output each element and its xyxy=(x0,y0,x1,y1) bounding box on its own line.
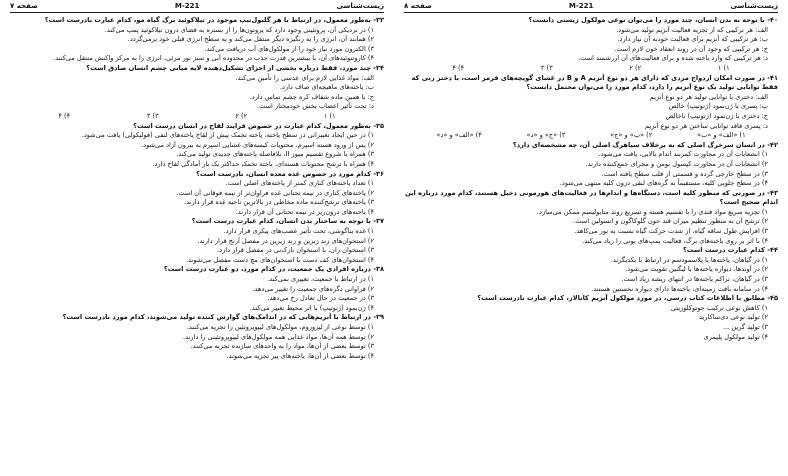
question-list xyxy=(10,16,384,361)
answer-choice: ۲) ۲ xyxy=(235,111,248,120)
question-option: ۴) ژن‌نمود (ژنوتیپ) با اثر محیط تغییر می‌کند. xyxy=(249,303,374,312)
answer-choice: ۳) «ج» و «د» xyxy=(526,131,566,140)
question-option: ۲) فراوانی دگره‌های جمعیت را تغییر می‌دهد. xyxy=(252,284,374,293)
question-stem: ۳۹- در ارتباط با آنزیم‌هایی که در اندامک‌های گوارش کننده تولید می‌شوند، کدام مورد نادرست است؟ xyxy=(62,313,384,322)
question-stem: ۴۱- در صورت امکان ازدواج مردی که دارای هر دو نوع آنزیم A و B در غشای گویچه‌های قرمز است، با دختر زنی که فقط توانایی تولید یک نوع آنزیم را دارد، کدام مورد را می‌توان محتمل دانست؟ xyxy=(411,73,778,92)
question-option: الف: مواد غذایی لازم برای عدسی را تأمین می‌کند. xyxy=(235,73,374,82)
question-option: ۳) در گیاهان، تراکم یاخته‌ها در انتهای ریشه زیاد است. xyxy=(621,275,768,284)
page-header xyxy=(404,3,778,13)
question-item xyxy=(10,170,384,218)
question-item xyxy=(10,217,384,265)
question-option: ج: هر ترکیبی که وجود آن در روند انعقاد خون لازم است. xyxy=(614,44,768,53)
answer-choice: ۴) ۴ xyxy=(58,111,71,120)
question-option: ۳) الکترون مورد نیاز خود را از مولکول‌های آب دریافت می‌کند. xyxy=(204,44,374,53)
question-item xyxy=(404,246,778,294)
question-option: ج: با همین ماده شفاف کره چشم تماس دارد. xyxy=(249,92,374,101)
question-option: د: پسری فاقد توانایی ساختن هر دو نوع آنزیم xyxy=(644,121,768,130)
question-option: ۱) انشعابات آن در مجاورت کمربند اندام بالایی، یافت می‌شود. xyxy=(598,150,768,159)
question-option: ۱) تجزیه سریع مواد قندی را با تقسیم هسته و تسریع روند متابولیسم ممکن می‌سازد. xyxy=(536,207,768,216)
question-option: ۳) استخوان ران، با استخوان نازک‌نی در مفصل قرار دارد. xyxy=(217,246,374,255)
question-option: ۱) در گیاهان، یاخته‌ها با پلاسمودسم در ارتباط با یکدیگرند. xyxy=(610,255,768,264)
question-option: ۴) کاروتنوئیدهای آن، با بیشترین قدرت جذب در محدوده آبی و سبز نور مرئی، انرژی را به مرکز واکنش منتقل می‌کنند. xyxy=(53,54,374,63)
question-option: ب: هر ترکیبی که آنزیم برای فعالیت خودبه آن نیاز دارد. xyxy=(617,35,768,44)
question-stem: ۴۵- مطابق با اطلاعات کتاب درسی، در مورد مولکول آنزیم کاتالاز، کدام عبارت نادرست است؟ xyxy=(477,294,778,303)
header-code: 221-M xyxy=(174,2,200,11)
answer-choice: ۴) ۴ xyxy=(452,63,465,72)
question-option: ۴) تولید مولکول پلیمری xyxy=(703,332,768,341)
question-option: ۲) همانند آن، انرژی را به رنگیزه دیگر منتقل می‌کند و به سطح انرژی قبلی خود برمی‌گردد. xyxy=(127,35,374,44)
question-option: ۴) استخوان‌های کف دست با استخوان‌های مچ دست مفصل می‌شوند. xyxy=(185,255,374,264)
question-option: د: هر ترکیبی که وارد یاخته شده و برای فعالیت‌های آن ارزشمند است. xyxy=(578,54,768,63)
question-option: ۳) همراه با شروع تقسیم میوز II، بلافاصله یاخته‌های جدیدی تولید می‌کند. xyxy=(176,150,374,159)
question-option: ۲) توسط همه آن‌ها، مواد غذایی همه مولکول‌های لیپوپروتئینی را دارند. xyxy=(183,332,374,341)
question-option: ۳) توسط بعضی از آن‌ها، مواد را به واحدهای سازنده تجزیه می‌کنند. xyxy=(190,342,374,351)
question-option: ۲) انشعابات آن در مجاورت کپسول بومن و مجرای جمع‌کننده دارند. xyxy=(585,159,768,168)
header-code: 221-M xyxy=(568,2,594,11)
question-option: ۱) تعداد یاخته‌های کناری کمتر از یاخته‌های اصلی است. xyxy=(225,179,374,188)
question-stem: ۴۴- کدام عبارت درست است؟ xyxy=(682,246,778,255)
question-option: ب: یاخته‌های ماهیچه‌ای صاف دارد. xyxy=(279,83,374,92)
header-subject: زیست‌شناسی xyxy=(336,2,384,11)
question-item xyxy=(10,16,384,64)
header-subject: زیست‌شناسی xyxy=(730,2,778,11)
question-option: ۱) توسط نوعی از لیزوزوم، مولکول‌های لیپوپروتئین را تجزیه می‌کنند. xyxy=(186,323,374,331)
answer-choices-row xyxy=(404,64,778,74)
question-item xyxy=(404,294,778,342)
page-right xyxy=(404,0,778,476)
question-option: ۴) یاخته‌های درون‌ریز در نیمه تحتانی آن قرار دارند. xyxy=(235,207,374,216)
question-stem: ۳۳- به‌طور معمول، در ارتباط با هر گلبول‌تیپ موجود در تیلاکوئید برگ گیاه مو، کدام عبارت نادرست است؟ xyxy=(44,16,384,24)
question-option: الف: هر ترکیبی که از تجزیه فعالیت آنزیم تولید می‌شود. xyxy=(616,25,768,34)
question-option: ۱) غده بناگوشی، تحت تأثیر عصب‌های پیکری قرار دارد. xyxy=(223,227,374,236)
question-option: ب: پسری با ژن‌نمود (ژنوتیپ) خالص xyxy=(668,102,768,111)
question-item xyxy=(404,16,778,74)
question-option: ۴) همراه با ترشح محتویات هسته‌ای، یاخته تخمک حداکثر یک بار آمادگی لقاح دارد. xyxy=(152,159,374,168)
question-item xyxy=(404,74,778,141)
answer-choices-row xyxy=(10,112,384,122)
header-page-number: صفحه ۸ xyxy=(404,2,432,11)
question-option: ۳) در سطح خارجی گرده و قسمتی از قلب سطح یافته است. xyxy=(601,169,768,178)
answer-choices-row xyxy=(404,131,778,141)
question-option: ۱) در نزدیکی آن، پروتئینی وجود دارد که پروتون‌ها را از بستره به فضای درون تیلاکوئید پمپ می‌کند. xyxy=(104,25,374,34)
page-left xyxy=(10,0,384,476)
question-item xyxy=(10,122,384,170)
question-option: الف: دختری با توانایی تولید هر دو نوع آنزیم xyxy=(649,92,768,101)
question-option: ج: دختری با ژن‌نمود (ژنوتیپ) ناخالص xyxy=(665,111,768,120)
question-option: ۱) در حین ایجاد تغییراتی در سطح یاخته، یاخته تخمک پیش از لقاح یاخته‌های لنفی (فولیکولی) یافت می‌شود. xyxy=(81,131,374,140)
answer-choice: ۴) «الف» و «د» xyxy=(436,131,482,140)
answer-choice: ۱) «الف» و «ب» xyxy=(697,131,746,140)
question-option: ۴) در سطح جلویی کلیه، مستقیماً به گره‌های لنفی درون کلیه منتهی می‌شود. xyxy=(559,179,768,188)
question-item xyxy=(10,265,384,313)
question-item xyxy=(404,189,778,247)
question-option: ۲) ترشح آن به منظور تنظیم میزان قند خون گلوکاگون و انسولین است. xyxy=(573,217,768,226)
question-stem: ۴۳- در صورتی که منظور کلیه است، دستگاه‌ها و اندام‌ها در فعالیت‌های هورمونی دخیل هستند، کدام مورد درباره این اندام صحیح است؟ xyxy=(405,188,778,207)
question-item xyxy=(404,141,778,189)
question-option: ۲) استخوان‌های زند زبرین و زند زیرین در مفصل آرنج قرار دارند. xyxy=(197,236,374,245)
question-item xyxy=(10,64,384,122)
question-list xyxy=(404,16,778,342)
question-option: د: تحت تأثیر اعصاب بخش خودمختار است. xyxy=(256,102,374,111)
question-option: ۴) توسط بعضی از آن‌ها، یاخته‌های پیر تجزیه می‌شوند. xyxy=(226,351,374,360)
question-option: ۴) با اثر بر روی یاخته‌های برگ، فعالیت پمپ‌های یونی را زیاد می‌کند. xyxy=(582,236,768,245)
question-stem: ۳۶- کدام مورد در خصوص غده معده انسان، نادرست است؟ xyxy=(196,169,384,178)
answer-choice: ۳) ۳ xyxy=(540,63,553,72)
question-option: ۴) در سامانه بافت زمینه‌ای، یاخته‌ها دارای دیواره نخستین هستند. xyxy=(591,284,768,293)
answer-choice: ۲) ۲ xyxy=(629,63,642,72)
question-item xyxy=(10,313,384,361)
question-stem: ۴۲- در انسان سرخرگ اصلی که به برخلاف سیاهرگ اصلی آن، چه مشخصه‌ای دارد؟ xyxy=(512,140,778,149)
header-page-number: صفحه ۷ xyxy=(10,2,38,11)
question-option: ۲) تولید نوعی دی‌ساکارید xyxy=(698,313,768,322)
answer-choice: ۲) «ب» و «ج» xyxy=(610,131,653,140)
question-stem: ۴۰- با توجه به بدن انسان، چند مورد را می‌توان نوعی مولکول زیستی دانست؟ xyxy=(528,16,778,24)
question-option: ۲) یاخته‌های کناری در نیمه تحتانی غده فراوان‌تر از نیمه فوقانی آن است. xyxy=(176,188,374,197)
answer-choice: ۱) ۱ xyxy=(323,111,336,120)
question-stem: ۳۵- به‌طور معمول، کدام عبارت در خصوص فرایند لقاح در انسان درست است؟ xyxy=(133,121,384,130)
question-option: ۳) افزایش طول ساقه گیاه، از شدت حرکت گیاه نسبت به نور می‌کاهد. xyxy=(574,227,768,236)
answer-choice: ۳) ۳ xyxy=(146,111,159,120)
page-header xyxy=(10,3,384,13)
question-stem: ۳۴- چند مورد، فقط درباره بخشی از اجزای تشکیل‌دهنده لایه میانی چشم انسان صادق است؟ xyxy=(86,63,384,72)
question-option: ۳) تولید گرین ... xyxy=(722,323,768,331)
question-option: ۱) در ارتباط با جمعیت، تغییری نمی‌کند. xyxy=(267,275,374,284)
question-option: ۱) کاهش نوعی ترکیب جوتوکلوریتی xyxy=(670,303,768,312)
question-option: ۲) در آوندها، دیواره یاخته‌ها با لیگنین تقویت می‌شود. xyxy=(625,265,768,274)
answer-choice: ۱) ۱ xyxy=(717,63,730,72)
question-option: ۲) پس از ورود هسته اسپرم، محتویات کیسه‌های غشایی اسپرم به بیرون آزاد می‌شود. xyxy=(141,140,374,149)
question-stem: ۳۷- با توجه به ساختار بدن انسان، کدام عبارت درست است؟ xyxy=(191,217,384,226)
question-stem: ۳۸- درباره افرادی یک جمعیت، در کدام مورد، دو عبارت درست است؟ xyxy=(163,265,384,274)
question-option: ۳) در جمعیت در حال تعادل رخ می‌دهد. xyxy=(267,294,374,303)
question-option: ۳) یاخته‌های ترشح‌کننده ماده مخاطی در بالاترین ناحیه غده قرار دارند. xyxy=(184,198,374,207)
